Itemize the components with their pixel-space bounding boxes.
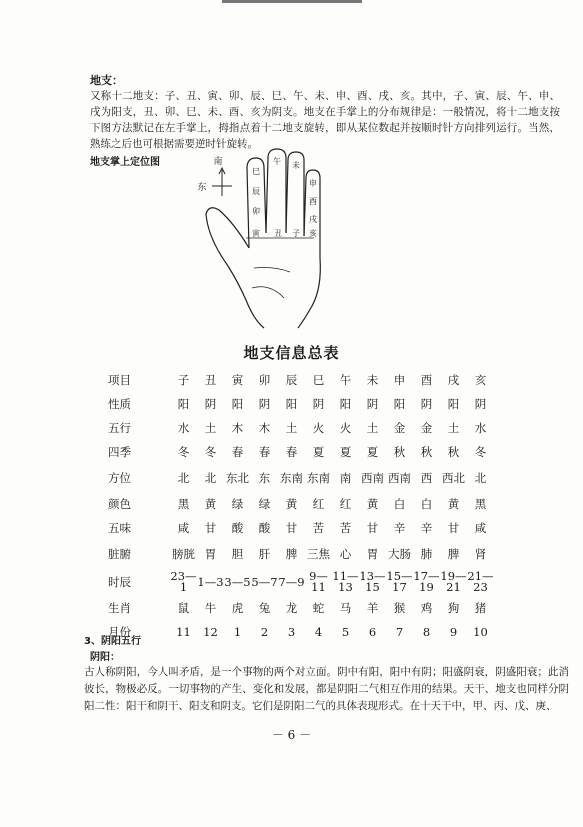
table-cell: 酉 [420, 372, 433, 387]
row-label: 项目 [108, 372, 131, 387]
palm-label-wu: 午 [273, 157, 281, 166]
table-row [100, 516, 494, 540]
table-row [100, 416, 494, 440]
table-cell: 土 [447, 420, 460, 435]
table-cell: 水 [474, 420, 487, 435]
table-cell: 巳 [312, 372, 325, 387]
figure-caption: 地支掌上定位图 [90, 157, 160, 168]
table-cell: 15—17 [386, 569, 413, 594]
table-cell: 龙 [285, 600, 298, 615]
table-cell: 肾 [474, 546, 487, 561]
table-cell: 北 [177, 470, 190, 485]
table-cell: 东 [258, 470, 271, 485]
table-cell: 甘 [366, 520, 379, 535]
table-cell: 寅 [231, 372, 244, 387]
table-cell: 午 [339, 372, 352, 387]
table-cell: 鼠 [177, 600, 190, 615]
table-cell: 酸 [231, 520, 244, 535]
table-cell: 戌 [447, 372, 460, 387]
palm-label-zi: 子 [292, 229, 300, 238]
table-cell: 阴 [204, 396, 217, 411]
row-label: 脏腑 [108, 546, 131, 561]
table-cell: 酸 [258, 520, 271, 535]
table-cell: 西 [420, 470, 433, 485]
table-cell: 甘 [285, 520, 298, 535]
table-cell: 苦 [312, 520, 325, 535]
table-cell: 5—7 [251, 574, 278, 589]
compass-arrow [212, 168, 232, 196]
palm-diagram [194, 148, 334, 332]
table-cell: 苦 [339, 520, 352, 535]
table-cell: 胃 [366, 546, 379, 561]
table-cell: 夏 [312, 444, 325, 459]
table-row [100, 440, 494, 464]
table-cell: 兔 [258, 600, 271, 615]
table-cell: 秋 [393, 444, 406, 459]
table-cell: 3 [287, 624, 296, 639]
table-cell: 9 [449, 624, 458, 639]
row-label: 生肖 [108, 600, 131, 615]
table-cell: 白 [420, 496, 433, 511]
table-cell: 秋 [420, 444, 433, 459]
table-title: 地支信息总表 [243, 344, 340, 362]
table-cell: 7—9 [278, 574, 305, 589]
table-cell: 11—13 [332, 569, 359, 594]
table-cell: 辰 [285, 372, 298, 387]
compass-east-label: 东 [197, 183, 207, 193]
table-cell: 黑 [474, 496, 487, 511]
table-cell: 4 [314, 624, 323, 639]
table-cell: 冬 [474, 444, 487, 459]
table-cell: 白 [393, 496, 406, 511]
table-cell: 三焦 [307, 546, 330, 561]
table-cell: 阳 [393, 396, 406, 411]
table-cell: 猴 [393, 600, 406, 615]
table-cell: 13—15 [359, 569, 386, 594]
table-cell: 1—3 [197, 574, 224, 589]
table-cell: 19—21 [440, 569, 467, 594]
table-cell: 10 [473, 624, 488, 639]
table-cell: 土 [285, 420, 298, 435]
table-cell: 黄 [285, 496, 298, 511]
table-cell: 子 [177, 372, 190, 387]
table-cell: 金 [420, 420, 433, 435]
earthly-branches-table [100, 368, 494, 644]
table-cell: 虎 [231, 600, 244, 615]
table-cell: 11 [176, 624, 191, 639]
table-cell: 阴 [312, 396, 325, 411]
table-cell: 阴 [474, 396, 487, 411]
subsection-title: 阴阳： [90, 652, 120, 663]
table-row [100, 540, 494, 568]
table-cell: 西南 [388, 470, 411, 485]
table-cell: 马 [339, 600, 352, 615]
row-label: 五味 [108, 520, 131, 535]
table-cell: 东南 [280, 470, 303, 485]
table-cell: 冬 [204, 444, 217, 459]
table-cell: 西北 [442, 470, 465, 485]
table-cell: 9—11 [309, 569, 328, 594]
table-cell: 火 [339, 420, 352, 435]
table-cell: 7 [395, 624, 404, 639]
table-cell: 春 [285, 444, 298, 459]
palm-label-you: 酉 [309, 197, 317, 206]
table-cell: 鸡 [420, 600, 433, 615]
table-cell: 3—5 [224, 574, 251, 589]
table-cell: 黄 [447, 496, 460, 511]
table-cell: 金 [393, 420, 406, 435]
table-cell: 阳 [285, 396, 298, 411]
palm-label-mao: 卯 [252, 207, 260, 216]
table-cell: 未 [366, 372, 379, 387]
table-cell: 胃 [204, 546, 217, 561]
table-cell: 春 [258, 444, 271, 459]
table-cell: 阳 [447, 396, 460, 411]
compass-south-label: 南 [213, 157, 223, 167]
table-cell: 红 [312, 496, 325, 511]
table-cell: 东北 [226, 470, 249, 485]
table-cell: 土 [366, 420, 379, 435]
table-cell: 绿 [258, 496, 271, 511]
table-cell: 北 [204, 470, 217, 485]
table-cell: 夏 [366, 444, 379, 459]
table-cell: 阴 [258, 396, 271, 411]
page-number: － 6 － [271, 728, 312, 742]
table-cell: 阳 [231, 396, 244, 411]
palm-label-xu: 戌 [309, 215, 317, 224]
table-cell: 阴 [420, 396, 433, 411]
palm-label-chen: 辰 [252, 187, 260, 196]
table-cell: 牛 [204, 600, 217, 615]
intro-paragraph: 又称十二地支：子、丑、寅、卯、辰、巳、午、未、申、酉、戌、亥。其中，子、寅、辰、午、申、戌为阳支，丑、卯、巳、未、酉、亥为阴支。地支在手掌上的分布规律是：一般情况，将十二地支按下图方法默记在左手掌上，拇指点着十二地支旋转，即从某位数起并按顺时针方向排列运行。当然，熟练之后也可根据需要逆时针旋转。 [90, 90, 560, 150]
table-cell: 水 [177, 420, 190, 435]
table-cell: 春 [231, 444, 244, 459]
table-cell: 大肠 [388, 546, 411, 561]
row-label: 月份 [108, 624, 131, 639]
table-cell: 黑 [177, 496, 190, 511]
table-cell: 心 [339, 546, 352, 561]
table-cell: 辛 [420, 520, 433, 535]
row-label: 五行 [108, 420, 131, 435]
table-cell: 辛 [393, 520, 406, 535]
table-cell: 肺 [420, 546, 433, 561]
table-cell: 膀胱 [172, 546, 195, 561]
table-row [100, 568, 494, 596]
section-heading: 地支： [90, 74, 123, 87]
palm-label-shen: 申 [309, 179, 317, 188]
table-row [100, 392, 494, 416]
table-cell: 绿 [231, 496, 244, 511]
table-row [100, 368, 494, 392]
table-cell: 火 [312, 420, 325, 435]
table-row [100, 596, 494, 620]
palm-label-si: 巳 [252, 167, 260, 176]
table-cell: 17—19 [413, 569, 440, 594]
row-label: 颜色 [108, 496, 131, 511]
table-cell: 阴 [366, 396, 379, 411]
row-label: 四季 [108, 444, 131, 459]
table-cell: 冬 [177, 444, 190, 459]
table-cell: 夏 [339, 444, 352, 459]
table-row [100, 620, 494, 644]
table-cell: 北 [474, 470, 487, 485]
table-cell: 狗 [447, 600, 460, 615]
table-row [100, 492, 494, 516]
table-cell: 5 [341, 624, 350, 639]
palm-label-hai: 亥 [309, 229, 317, 238]
table-cell: 6 [368, 624, 377, 639]
table-cell: 土 [204, 420, 217, 435]
palm-label-wei: 未 [292, 161, 300, 170]
table-cell: 1 [233, 624, 242, 639]
table-cell: 甘 [447, 520, 460, 535]
table-cell: 羊 [366, 600, 379, 615]
table-cell: 甘 [204, 520, 217, 535]
section-title: 3、阴阳五行 [84, 636, 141, 647]
row-label: 性质 [108, 396, 131, 411]
table-row [100, 464, 494, 492]
table-cell: 蛇 [312, 600, 325, 615]
top-rule [222, 0, 362, 3]
row-label: 方位 [108, 470, 131, 485]
table-cell: 南 [339, 470, 352, 485]
table-cell: 2 [260, 624, 269, 639]
table-cell: 脾 [447, 546, 460, 561]
table-cell: 8 [422, 624, 431, 639]
table-cell: 黄 [204, 496, 217, 511]
body-paragraph: 古人称阴阳，今人叫矛盾，是一个事物的两个对立面。阴中有阳，阳中有阴；阳盛阴衰，阴盛阳衰；此消彼长，物极必反。一切事物的产生、变化和发展，都是阴阳二气相互作用的结果。天干、地支也同样分阴阳二性：阳干和阴干、阳支和阴支。它们是阴阳二气的具体表现形式。在十天干中，甲、丙、戊、庚、 [84, 666, 569, 712]
table-cell: 亥 [474, 372, 487, 387]
table-cell: 东南 [307, 470, 330, 485]
table-cell: 木 [231, 420, 244, 435]
table-cell: 12 [203, 624, 218, 639]
table-cell: 西南 [361, 470, 384, 485]
table-cell: 秋 [447, 444, 460, 459]
table-cell: 红 [339, 496, 352, 511]
table-cell: 卯 [258, 372, 271, 387]
table-cell: 阳 [177, 396, 190, 411]
table-cell: 咸 [474, 520, 487, 535]
table-cell: 咸 [177, 520, 190, 535]
row-label: 时辰 [108, 574, 131, 589]
table-cell: 胆 [231, 546, 244, 561]
hand-outline [206, 149, 320, 328]
table-cell: 肝 [258, 546, 271, 561]
table-cell: 脾 [285, 546, 298, 561]
table-cell: 木 [258, 420, 271, 435]
table-cell: 21—23 [467, 569, 494, 594]
palm-label-yin: 寅 [252, 229, 260, 238]
palm-label-chou: 丑 [274, 229, 282, 238]
table-cell: 申 [393, 372, 406, 387]
table-cell: 丑 [204, 372, 217, 387]
table-cell: 黄 [366, 496, 379, 511]
table-cell: 阳 [339, 396, 352, 411]
table-cell: 23—1 [170, 569, 197, 594]
table-cell: 猪 [474, 600, 487, 615]
